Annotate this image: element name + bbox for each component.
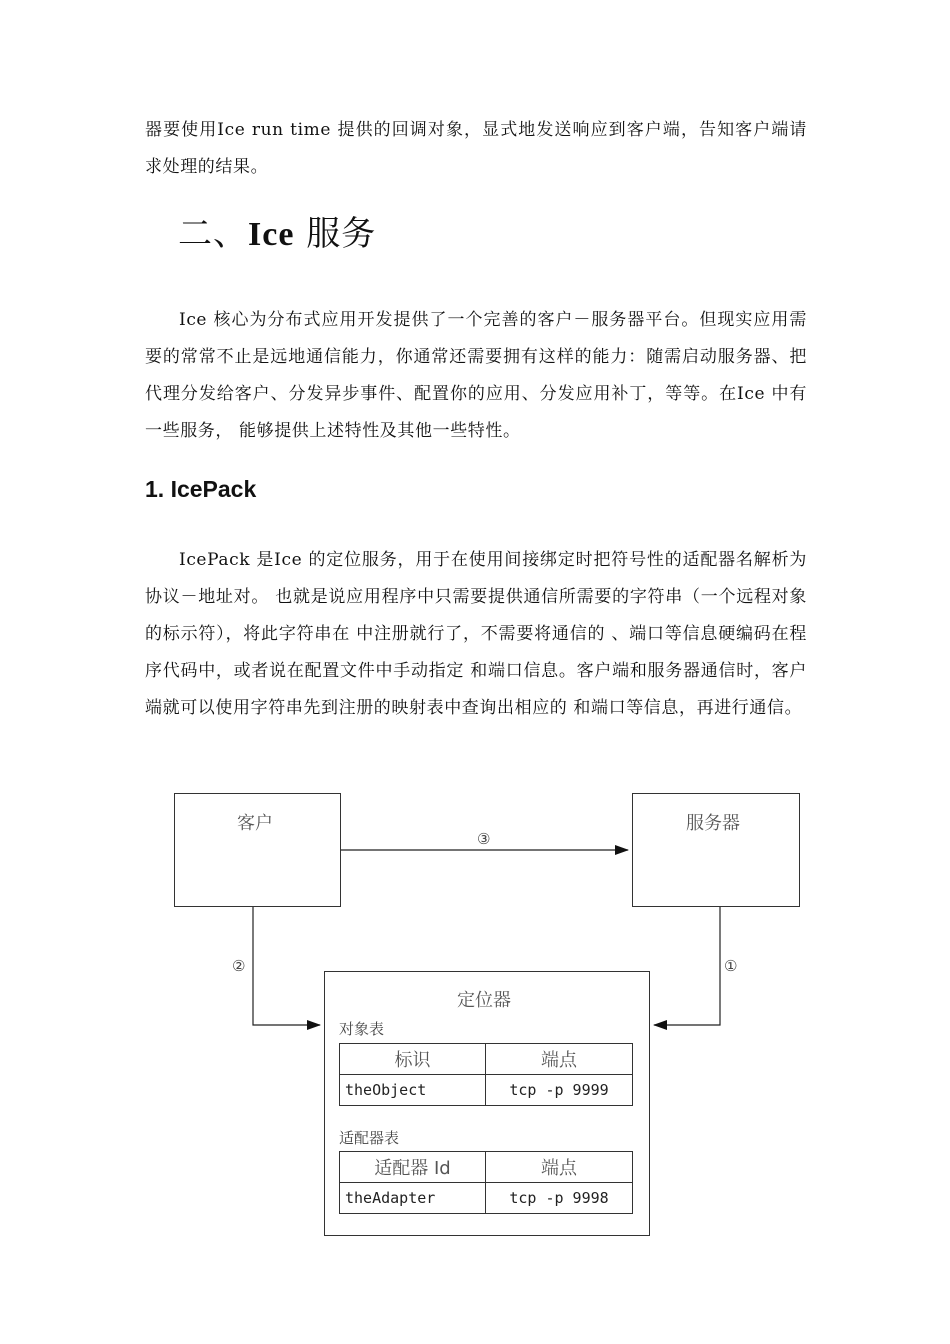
table-row (340, 1183, 633, 1214)
client-label: 客户 (237, 813, 273, 834)
object-table-header-id: 标识 (340, 1044, 486, 1075)
paragraph-continuation: 器要使用Ice run time 提供的回调对象，显式地发送响应到客户端，告知客户端请求处理的结果。 (145, 120, 807, 177)
heading-suffix: 服务 (294, 214, 377, 254)
adapter-table-title: 适配器表 (339, 1129, 400, 1147)
step-3-marker: ③ (477, 830, 491, 848)
adapter-table (339, 1151, 633, 1214)
step-1-marker: ① (724, 957, 738, 975)
object-table-header-endpoint: 端点 (486, 1044, 633, 1075)
adapter-table-cell-endpoint: tcp -p 9998 (486, 1183, 633, 1214)
step-2-marker: ② (232, 957, 246, 975)
table-row (340, 1075, 633, 1106)
adapter-table-header-id: 适配器 Id (340, 1152, 486, 1183)
locator-box (324, 971, 650, 1236)
adapter-table-cell-id: theAdapter (340, 1183, 486, 1214)
server-box (632, 793, 800, 907)
adapter-table-header-row (340, 1152, 633, 1183)
heading-bold-word: Ice (248, 216, 295, 253)
object-table-header-row (340, 1044, 633, 1075)
paragraph-ice-services-text: Ice 核心为分布式应用开发提供了一个完善的客户－服务器平台。但现实应用需要的常常不止是远地通信能力，你通常还需要拥有这样的能力：随需启动服务器、把代理分发给客户、分发异步事件、配置你的应用、分发应用补丁，等等。在Ice 中有一些服务， 能够提供上述特性及其他一些特性。 (145, 310, 807, 441)
arrow-server-to-locator (654, 906, 720, 1025)
object-table-title: 对象表 (339, 1020, 385, 1038)
subsection-heading-icepack: 1. IcePack (145, 476, 257, 502)
adapter-table-header-endpoint: 端点 (486, 1152, 633, 1183)
object-table-cell-endpoint: tcp -p 9999 (486, 1075, 633, 1106)
heading-prefix: 二、 (178, 214, 248, 254)
arrow-client-to-locator (253, 906, 320, 1025)
paragraph-icepack-text: IcePack 是Ice 的定位服务，用于在使用间接绑定时把符号性的适配器名解析为协议－地址对。 也就是说应用程序中只需要提供通信所需要的字符串（一个远程对象的标示符），将此字符串在 中注册就行了，不需要将通信的 、端口等信息硬编码在程序代码中，或者说在配置文件中手动指定 和端口信息。客户端和服务器通信时，客户端就可以使用字符串先到注册的映射表中查询出相应的 和端口等信息，再进行通信。 (145, 550, 807, 718)
object-table-cell-id: theObject (340, 1075, 486, 1106)
server-label: 服务器 (686, 813, 740, 834)
client-box (174, 793, 341, 907)
locator-label: 定位器 (457, 990, 511, 1011)
object-table (339, 1043, 633, 1106)
